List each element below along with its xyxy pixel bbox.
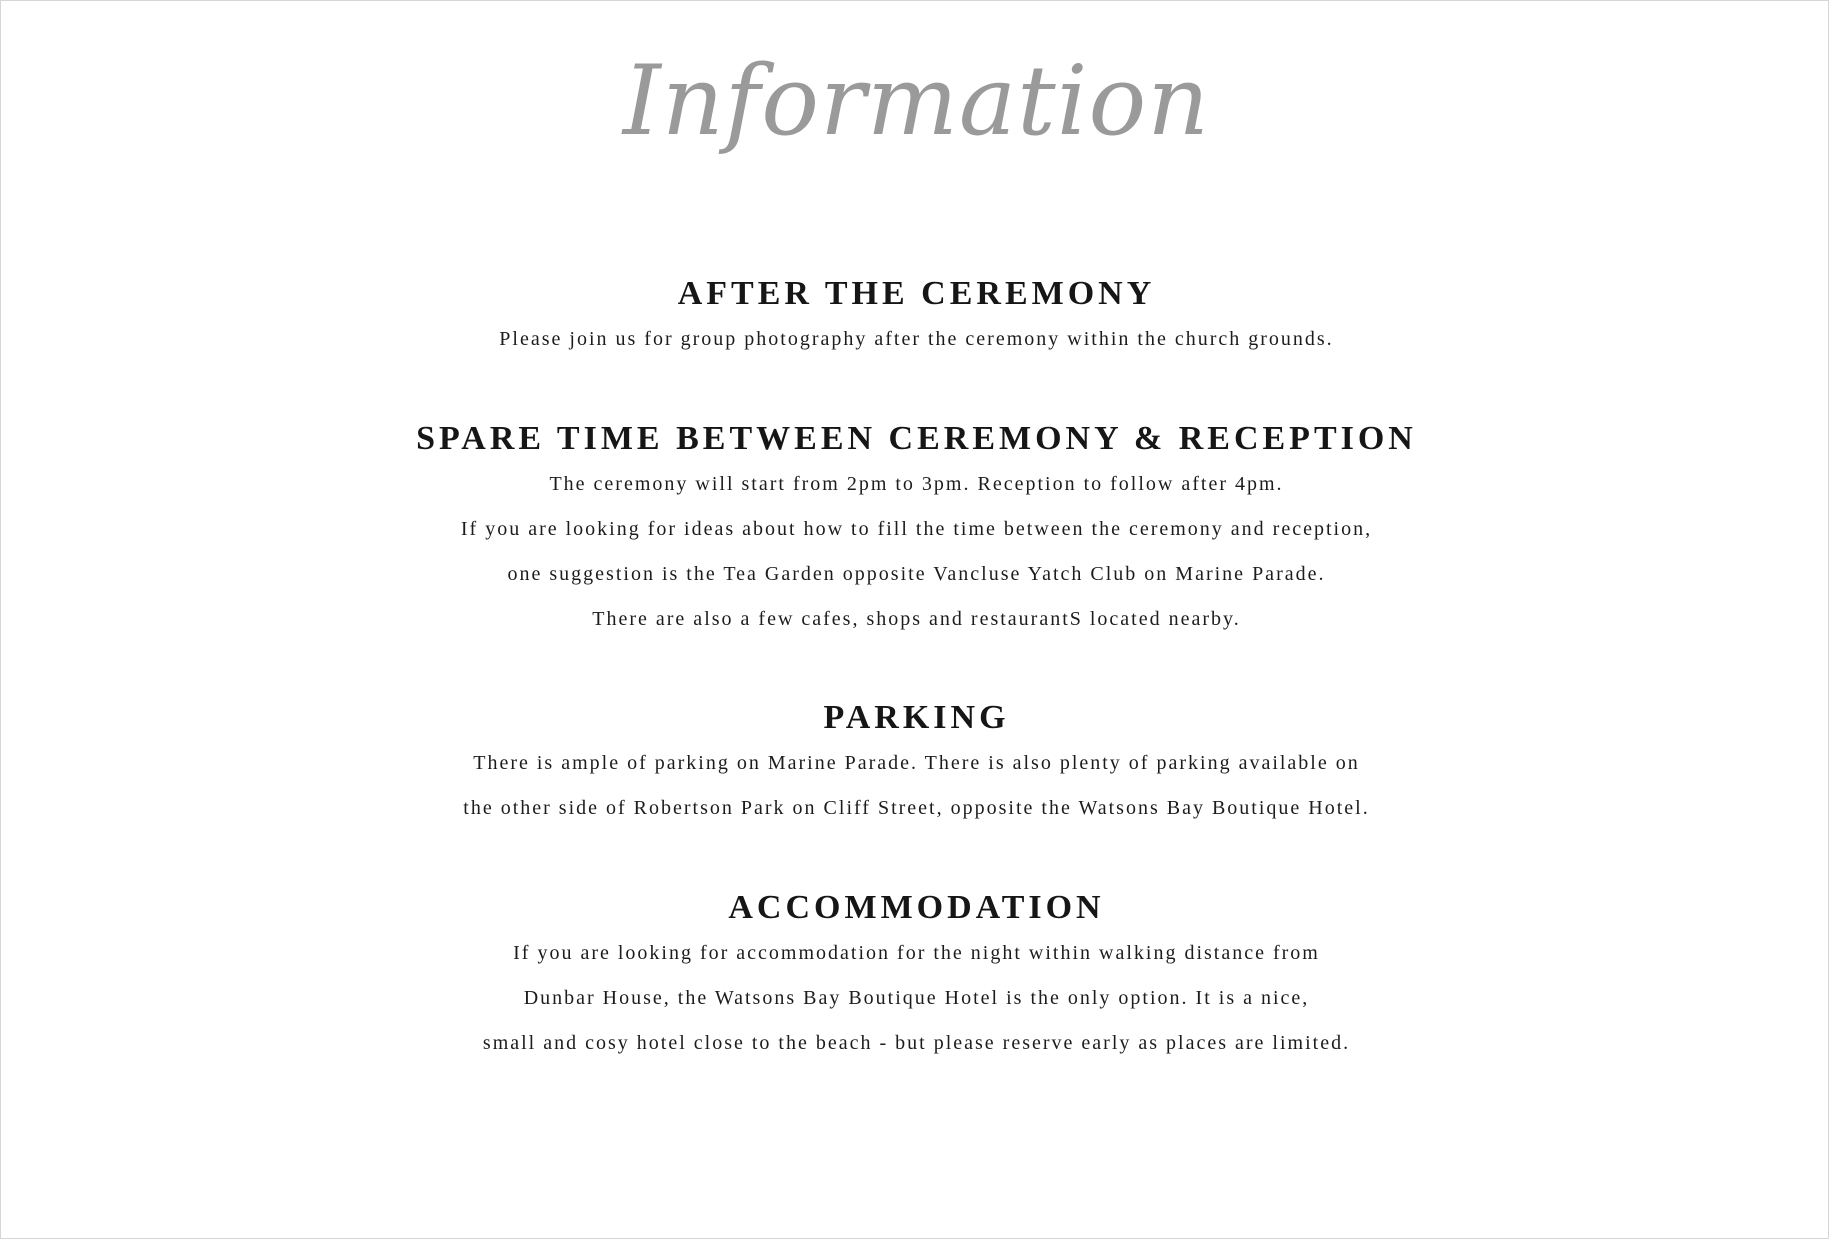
section-spare-time: [1, 416, 1831, 642]
section-text-line: one suggestion is the Tea Garden opposite Vancluse Yatch Club on Marine Parade.: [507, 563, 1326, 585]
section-text-line: small and cosy hotel close to the beach - but please reserve early as places are limited.: [482, 1032, 1351, 1054]
section-heading: ACCOMMODATION: [728, 889, 1105, 926]
section-text-line: There are also a few cafes, shops and restaurantS located nearby.: [592, 608, 1241, 630]
section-text-line: the other side of Robertson Park on Cliff Street, opposite the Watsons Bay Boutique Hotel.: [463, 797, 1370, 819]
section-accommodation: [1, 885, 1831, 1066]
section-text-line: If you are looking for ideas about how to fill the time between the ceremony and reception,: [460, 518, 1373, 540]
section-text-line: The ceremony will start from 2pm to 3pm. Reception to follow after 4pm.: [549, 473, 1284, 495]
section-text-line: If you are looking for accommodation for the night within walking distance from: [513, 942, 1320, 964]
section-heading: AFTER THE CEREMONY: [677, 275, 1156, 312]
section-parking: [1, 695, 1831, 831]
section-text-line: Please join us for group photography after the ceremony within the church grounds.: [499, 328, 1334, 350]
section-text-line: There is ample of parking on Marine Parade. There is also plenty of parking available on: [473, 752, 1360, 774]
section-heading: SPARE TIME BETWEEN CEREMONY & RECEPTION: [416, 420, 1417, 457]
page-title: Information: [622, 45, 1211, 157]
section-heading: PARKING: [823, 699, 1010, 736]
section-after-the-ceremony: [1, 271, 1831, 362]
section-text-line: Dunbar House, the Watsons Bay Boutique Hotel is the only option. It is a nice,: [523, 987, 1310, 1009]
